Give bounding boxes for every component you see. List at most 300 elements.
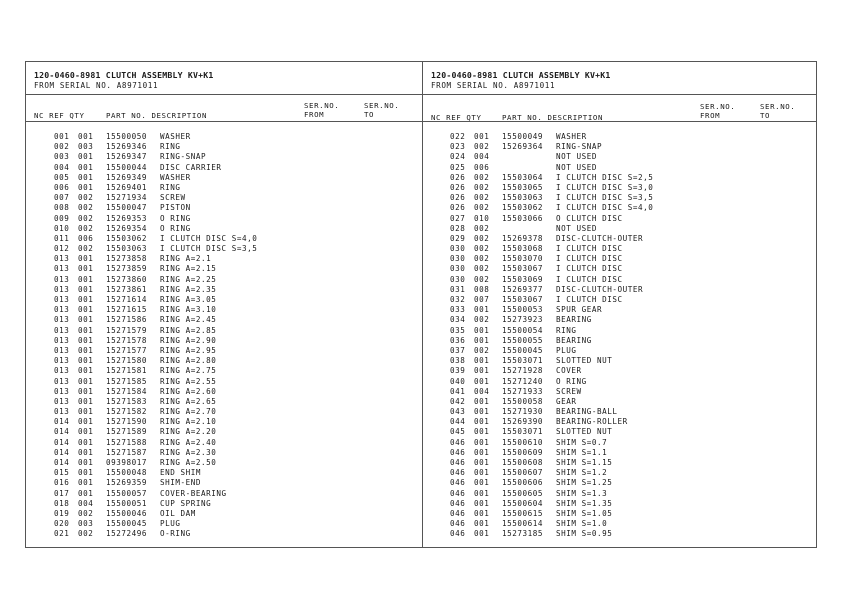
part-no-cell: 15271930 [502,407,543,417]
ref-cell: 039 [450,366,466,376]
part-no-cell: 15271587 [106,447,147,457]
ref-cell: 004 [54,162,70,172]
table-row [423,203,819,213]
qty-cell: 002 [474,264,490,274]
description-cell: SHIM S=1.35 [556,498,613,508]
description-cell: SHIM S=1.2 [556,468,608,478]
description-cell: BEARING-ROLLER [556,417,628,427]
ref-cell: 020 [54,519,70,529]
ref-cell: 044 [450,417,466,427]
part-no-cell: 15269359 [106,478,147,488]
description-cell: GEAR [556,396,577,406]
qty-cell: 001 [78,152,94,162]
ref-cell: 003 [54,152,70,162]
ref-cell: 046 [450,488,466,498]
part-no-cell: 15273859 [106,264,147,274]
ref-cell: 010 [54,223,70,233]
part-no-cell: 15500050 [106,132,147,141]
table-row [423,305,819,315]
description-cell: RING A=2.25 [160,274,217,284]
description-cell: RING A=2.50 [160,458,217,467]
part-no-cell: 15503064 [502,172,543,182]
right-parts-table [423,132,819,540]
ref-cell: 046 [450,447,466,457]
description-cell: O CLUTCH DISC [556,213,623,223]
description-cell: O-RING [160,529,191,539]
part-no-cell: 15500609 [502,447,543,457]
table-row [26,529,422,539]
part-no-cell: 15503062 [502,203,543,213]
part-no-cell: 15500054 [502,325,543,335]
part-no-cell: 15269353 [106,213,147,223]
description-cell: RING A=2.45 [160,315,217,325]
qty-cell: 006 [474,162,490,172]
serial-number: FROM SERIAL NO. A8971011 [431,81,556,90]
qty-cell: 003 [78,142,94,152]
ref-cell: 002 [54,142,70,152]
ref-cell: 007 [54,193,70,203]
header-ser-no-to: SER.NO. [364,101,400,110]
part-no-cell: 15269377 [502,284,543,294]
description-cell: I CLUTCH DISC [556,264,623,274]
qty-cell: 002 [474,274,490,284]
table-row [26,183,422,193]
header-from: FROM [700,111,721,120]
qty-cell: 001 [78,335,94,345]
description-cell: COVER [556,366,582,376]
ref-cell: 046 [450,437,466,447]
qty-cell: 001 [78,437,94,447]
table-row [423,275,819,285]
table-row [423,132,819,142]
qty-cell: 002 [474,182,490,192]
part-no-cell: 15503067 [502,295,543,304]
part-no-cell: 15503068 [502,244,543,254]
part-no-cell: 15271615 [106,305,147,315]
part-no-cell: 15500615 [502,508,543,518]
header-ser-no-from: SER.NO. [700,102,736,111]
qty-cell: 002 [474,315,490,325]
table-row [26,132,422,142]
header-to: TO [364,110,375,119]
table-row [423,366,819,376]
table-row [26,305,422,315]
table-row [423,387,819,397]
qty-cell: 001 [474,447,490,457]
description-cell: NOT USED [556,152,597,162]
header-nc-ref-qty: NC REF QTY [431,113,482,122]
part-no-cell: 15503071 [502,356,543,366]
ref-cell: 034 [450,315,466,325]
qty-cell: 001 [474,468,490,478]
ref-cell: 033 [450,305,466,315]
part-no-cell: 15500045 [106,519,147,529]
table-row [26,438,422,448]
part-no-cell: 15269401 [106,182,147,192]
qty-cell: 001 [78,366,94,376]
qty-cell: 001 [474,498,490,508]
ref-cell: 009 [54,213,70,223]
description-cell: RING A=2.20 [160,427,217,437]
part-no-cell: 15273861 [106,284,147,294]
table-row [423,509,819,519]
qty-cell: 004 [78,498,94,508]
part-no-cell: 15271240 [502,376,543,386]
part-no-cell: 15271614 [106,295,147,304]
header-to: TO [760,111,771,120]
description-cell: I CLUTCH DISC S=4,0 [160,233,258,243]
part-no-cell: 15269346 [106,142,147,152]
ref-cell: 046 [450,498,466,508]
table-row [423,183,819,193]
ref-cell: 026 [450,193,466,203]
table-row [423,499,819,509]
qty-cell: 001 [78,274,94,284]
description-cell: RING A=2.80 [160,356,217,366]
qty-cell: 001 [474,529,490,539]
table-row [26,427,422,437]
qty-cell: 010 [474,213,490,223]
table-row [423,427,819,437]
table-row [423,295,819,305]
description-cell: I CLUTCH DISC [556,274,623,284]
table-row [423,254,819,264]
ref-cell: 028 [450,223,466,233]
description-cell: O RING [160,223,191,233]
ref-cell: 013 [54,305,70,315]
table-row [423,193,819,203]
table-row [423,448,819,458]
qty-cell: 001 [78,132,94,141]
qty-cell: 004 [474,386,490,396]
ref-cell: 013 [54,386,70,396]
description-cell: I CLUTCH DISC S=4,0 [556,203,654,213]
ref-cell: 041 [450,386,466,396]
qty-cell: 001 [78,315,94,325]
table-row [26,285,422,295]
description-cell: SHIM S=1.05 [556,508,613,518]
qty-cell: 001 [474,335,490,345]
qty-cell: 001 [474,519,490,529]
ref-cell: 040 [450,376,466,386]
table-row [423,478,819,488]
qty-cell: 001 [78,386,94,396]
description-cell: SCREW [556,386,582,396]
assembly-title: 120-0460-8981 CLUTCH ASSEMBLY KV+K1 [431,70,611,80]
description-cell: COVER-BEARING [160,488,227,498]
table-row [423,142,819,152]
ref-cell: 017 [54,488,70,498]
table-row [26,203,422,213]
part-no-cell: 15273923 [502,315,543,325]
table-row [26,356,422,366]
ref-cell: 043 [450,407,466,417]
qty-cell: 001 [78,172,94,182]
qty-cell: 002 [474,172,490,182]
qty-cell: 007 [474,295,490,304]
table-row [423,397,819,407]
ref-cell: 027 [450,213,466,223]
table-row [423,458,819,468]
ref-cell: 037 [450,345,466,355]
qty-cell: 001 [474,437,490,447]
table-row [26,193,422,203]
part-no-cell: 15500048 [106,468,147,478]
qty-cell: 002 [78,508,94,518]
description-cell: RING A=2.60 [160,386,217,396]
ref-cell: 046 [450,519,466,529]
assembly-title: 120-0460-8981 CLUTCH ASSEMBLY KV+K1 [34,70,214,80]
table-row [26,417,422,427]
ref-cell: 032 [450,295,466,304]
part-no-cell: 15500610 [502,437,543,447]
part-no-cell: 15271580 [106,356,147,366]
ref-cell: 030 [450,274,466,284]
part-no-cell: 15271585 [106,376,147,386]
qty-cell: 001 [78,376,94,386]
qty-cell: 002 [78,193,94,203]
ref-cell: 013 [54,356,70,366]
description-cell: DISC-CLUTCH-OUTER [556,233,644,243]
qty-cell: 002 [474,244,490,254]
qty-cell: 002 [474,193,490,203]
ref-cell: 023 [450,142,466,152]
qty-cell: 001 [474,417,490,427]
table-row [26,336,422,346]
description-cell: WASHER [160,132,191,141]
qty-cell: 001 [78,284,94,294]
description-cell: SPUR GEAR [556,305,603,315]
description-cell: RING [160,142,181,152]
table-row [26,499,422,509]
table-row [423,173,819,183]
ref-cell: 013 [54,295,70,304]
ref-cell: 013 [54,264,70,274]
description-cell: I CLUTCH DISC [556,295,623,304]
description-cell: DISC CARRIER [160,162,222,172]
serial-number: FROM SERIAL NO. A8971011 [34,81,159,90]
table-row [26,366,422,376]
qty-cell: 001 [78,305,94,315]
table-row [423,244,819,254]
ref-cell: 014 [54,458,70,467]
table-row [26,244,422,254]
table-row [423,438,819,448]
table-row [26,163,422,173]
description-cell: BEARING [556,335,592,345]
ref-cell: 013 [54,284,70,294]
ref-cell: 029 [450,233,466,243]
qty-cell: 001 [474,488,490,498]
ref-cell: 006 [54,182,70,192]
description-cell: SLOTTED NUT [556,356,613,366]
description-cell: RING A=2.35 [160,284,217,294]
ref-cell: 001 [54,132,70,141]
ref-cell: 030 [450,264,466,274]
table-row [26,275,422,285]
ref-cell: 025 [450,162,466,172]
ref-cell: 021 [54,529,70,539]
ref-cell: 031 [450,284,466,294]
table-row [423,519,819,529]
description-cell: RING A=2.55 [160,376,217,386]
qty-cell: 001 [78,488,94,498]
qty-cell: 001 [78,345,94,355]
part-no-cell: 15271586 [106,315,147,325]
part-no-cell: 15503070 [502,254,543,264]
qty-cell: 001 [78,427,94,437]
description-cell: RING A=2.75 [160,366,217,376]
qty-cell: 002 [78,529,94,539]
part-no-cell: 15271589 [106,427,147,437]
description-cell: RING A=3.10 [160,305,217,315]
description-cell: BEARING [556,315,592,325]
right-panel [423,62,819,547]
description-cell: NOT USED [556,162,597,172]
part-no-cell: 15271588 [106,437,147,447]
table-row [423,315,819,325]
description-cell: OIL DAM [160,508,196,518]
qty-cell: 002 [474,233,490,243]
table-row [26,326,422,336]
part-no-cell: 15271579 [106,325,147,335]
table-row [26,448,422,458]
header-part-desc: PART NO. DESCRIPTION [106,111,207,120]
description-cell: RING A=2.95 [160,345,217,355]
table-row [423,264,819,274]
description-cell: RING A=2.65 [160,396,217,406]
qty-cell: 001 [474,478,490,488]
ref-cell: 013 [54,335,70,345]
description-cell: SHIM S=1.3 [556,488,608,498]
description-cell: RING-SNAP [556,142,603,152]
table-row [423,468,819,478]
qty-cell: 001 [78,162,94,172]
qty-cell: 001 [78,458,94,467]
ref-cell: 014 [54,427,70,437]
description-cell: RING [556,325,577,335]
description-cell: PLUG [556,345,577,355]
ref-cell: 046 [450,529,466,539]
ref-cell: 013 [54,325,70,335]
part-no-cell: 15500057 [106,488,147,498]
description-cell: SHIM S=1.15 [556,458,613,467]
ref-cell: 013 [54,254,70,264]
qty-cell: 001 [474,407,490,417]
qty-cell: 001 [78,254,94,264]
qty-cell: 001 [78,325,94,335]
table-row [423,326,819,336]
part-no-cell: 15271584 [106,386,147,396]
table-row [26,489,422,499]
table-row [423,346,819,356]
qty-cell: 001 [474,132,490,141]
part-no-cell: 15271581 [106,366,147,376]
qty-cell: 001 [78,264,94,274]
description-cell: O RING [160,213,191,223]
part-no-cell: 15503069 [502,274,543,284]
part-no-cell: 15271928 [502,366,543,376]
description-cell: PLUG [160,519,181,529]
table-row [26,509,422,519]
table-row [26,234,422,244]
part-no-cell: 15269354 [106,223,147,233]
table-row [26,152,422,162]
description-cell: RING A=2.40 [160,437,217,447]
ref-cell: 046 [450,478,466,488]
part-no-cell: 15500058 [502,396,543,406]
qty-cell: 001 [78,447,94,457]
part-no-cell: 15503065 [502,182,543,192]
description-cell: SHIM S=0.95 [556,529,613,539]
qty-cell: 001 [474,305,490,315]
part-no-cell: 15500051 [106,498,147,508]
part-no-cell: 15503063 [106,244,147,254]
description-cell: SHIM S=0.7 [556,437,608,447]
table-row [423,163,819,173]
part-no-cell: 15273860 [106,274,147,284]
ref-cell: 005 [54,172,70,182]
description-cell: RING A=3.05 [160,295,217,304]
qty-cell: 002 [78,213,94,223]
part-no-cell: 15269347 [106,152,147,162]
header-ser-no-to: SER.NO. [760,102,796,111]
description-cell: RING A=2.70 [160,407,217,417]
ref-cell: 013 [54,366,70,376]
ref-cell: 030 [450,254,466,264]
qty-cell: 003 [78,519,94,529]
qty-cell: 002 [474,254,490,264]
part-no-cell: 15500053 [502,305,543,315]
ref-cell: 014 [54,437,70,447]
part-no-cell: 15500044 [106,162,147,172]
table-row [423,407,819,417]
ref-cell: 013 [54,274,70,284]
qty-cell: 001 [474,427,490,437]
description-cell: I CLUTCH DISC S=2,5 [556,172,654,182]
table-row [26,214,422,224]
ref-cell: 026 [450,203,466,213]
part-no-cell: 15271583 [106,396,147,406]
part-no-cell: 09398017 [106,458,147,467]
part-no-cell: 15271577 [106,345,147,355]
table-row [26,458,422,468]
ref-cell: 015 [54,468,70,478]
ref-cell: 024 [450,152,466,162]
qty-cell: 002 [474,223,490,233]
table-row [26,142,422,152]
part-no-cell: 15503067 [502,264,543,274]
qty-cell: 001 [78,478,94,488]
description-cell: END SHIM [160,468,201,478]
ref-cell: 014 [54,417,70,427]
part-no-cell: 15500606 [502,478,543,488]
ref-cell: 036 [450,335,466,345]
part-no-cell: 15269349 [106,172,147,182]
table-row [423,377,819,387]
table-row [423,214,819,224]
qty-cell: 002 [78,223,94,233]
part-no-cell: 15271933 [502,386,543,396]
ref-cell: 046 [450,468,466,478]
table-row [423,285,819,295]
description-cell: I CLUTCH DISC S=3,5 [556,193,654,203]
qty-cell: 001 [474,325,490,335]
table-row [423,356,819,366]
left-panel [26,62,422,547]
part-no-cell: 15271590 [106,417,147,427]
table-row [26,519,422,529]
